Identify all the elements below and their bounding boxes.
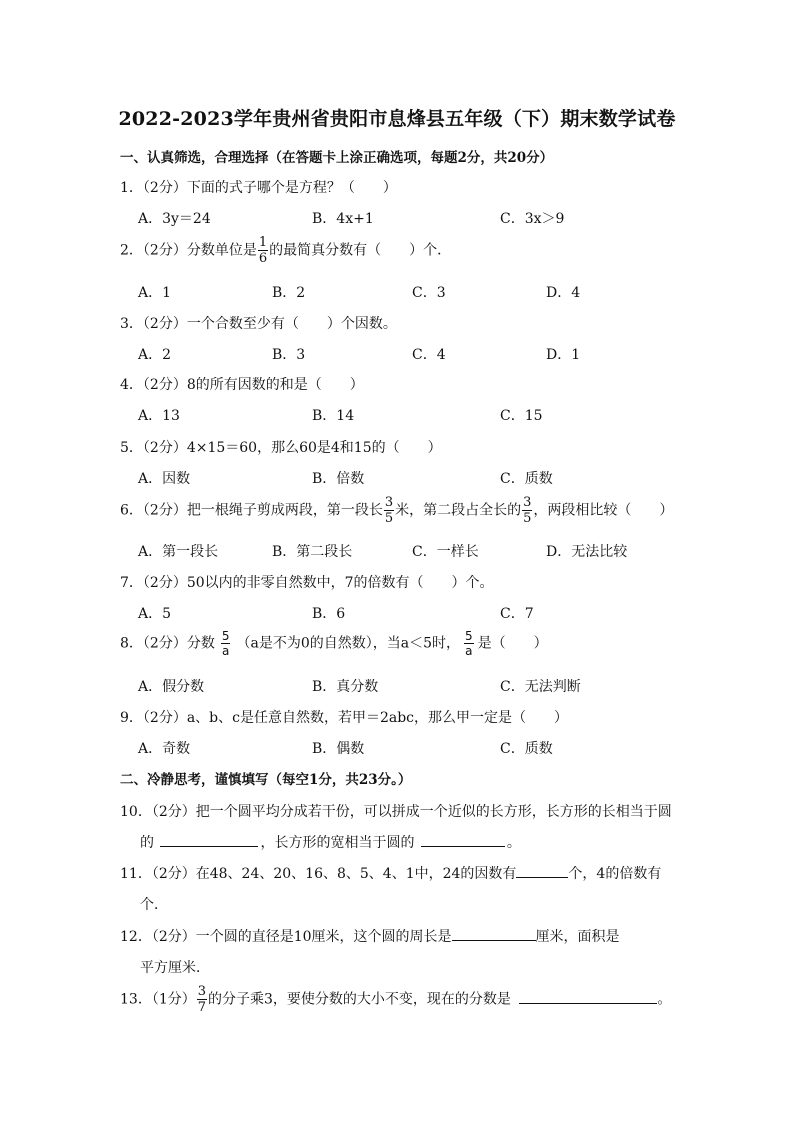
question-2-fraction bbox=[258, 236, 268, 265]
fraction-denominator: 5 bbox=[384, 511, 394, 526]
question-12-line-2: 平方厘米． bbox=[140, 960, 210, 976]
question-4-stem: 4．（2分）8的所有因数的和是（ ） bbox=[120, 377, 364, 393]
question-12-text-post: 厘米，面积是 bbox=[535, 929, 620, 945]
question-9-stem: 9．（2分）a、b、c是任意自然数，若甲＝2abc，那么甲一定是（ ） bbox=[120, 710, 569, 726]
fraction-denominator: a bbox=[221, 644, 230, 658]
question-1-option-c: C．3x＞9 bbox=[500, 211, 565, 227]
answer-blank[interactable] bbox=[421, 832, 505, 847]
question-8-stem-pre: 8．（2分）分数 bbox=[120, 635, 215, 652]
question-6-stem-pre: 6．（2分）把一根绳子剪成两段，第一段长 bbox=[120, 502, 383, 519]
fraction-denominator: 5 bbox=[523, 511, 532, 526]
question-11-line-2: 个． bbox=[140, 897, 168, 913]
question-6-stem-post: ，两段相比较（ ） bbox=[533, 502, 674, 519]
question-11-line-1 bbox=[120, 863, 661, 883]
question-2-stem bbox=[120, 236, 451, 265]
question-13-fraction bbox=[197, 985, 207, 1014]
question-6-fraction-1 bbox=[384, 496, 394, 525]
question-8-stem-mid: （a是不为0的自然数），当a＜5时， bbox=[236, 635, 460, 652]
fraction-denominator: 6 bbox=[258, 251, 268, 266]
question-6-stem-mid: 米，第二段占全长的 bbox=[395, 502, 522, 519]
section-2-heading: 二、冷静思考，谨慎填写（每空1分，共23分。） bbox=[120, 772, 412, 788]
question-2-option-b: B．2 bbox=[272, 285, 306, 301]
question-4-option-b: B．14 bbox=[312, 408, 355, 424]
question-5-option-c: C．质数 bbox=[500, 471, 553, 487]
question-11-text-mid: 个，4的倍数有 bbox=[568, 866, 662, 882]
fraction-numerator: 3 bbox=[197, 984, 207, 999]
question-10-text-a: 的 bbox=[140, 835, 154, 851]
question-10-line-1: 10．（2分）把一个圆平均分成若干份，可以拼成一个近似的长方形，长方形的长相当于圆 bbox=[120, 804, 672, 820]
question-8-stem bbox=[120, 630, 548, 657]
question-12-line-1 bbox=[120, 926, 620, 946]
question-13-text-end: 。 bbox=[657, 991, 672, 1008]
fraction-numerator: 1 bbox=[258, 235, 268, 250]
question-5-option-b: B．倍数 bbox=[312, 471, 365, 487]
fraction-denominator: a bbox=[465, 644, 473, 658]
question-3-option-d: D．1 bbox=[546, 347, 581, 363]
question-1-option-a: A．3y＝24 bbox=[138, 211, 211, 227]
fraction-denominator: 7 bbox=[197, 1000, 207, 1015]
question-9-option-a: A．奇数 bbox=[138, 741, 191, 757]
question-6-option-c: C．一样长 bbox=[412, 544, 479, 560]
answer-blank[interactable] bbox=[519, 989, 657, 1004]
question-2-stem-pre: 2．（2分）分数单位是 bbox=[120, 242, 257, 259]
question-6-option-b: B．第二段长 bbox=[272, 544, 353, 560]
question-13-text-post: 的分子乘3，要使分数的大小不变，现在的分数是 bbox=[208, 991, 511, 1008]
question-9-option-b: B．偶数 bbox=[312, 741, 365, 757]
question-2-stem-post: 的最简真分数有（ ）个． bbox=[269, 242, 452, 259]
question-9-option-c: C．质数 bbox=[500, 741, 553, 757]
question-13-text-pre: 13．（1分） bbox=[120, 991, 196, 1008]
question-8-option-a: A．假分数 bbox=[138, 679, 205, 695]
answer-blank[interactable] bbox=[160, 832, 258, 847]
question-10-line-2 bbox=[140, 832, 521, 852]
question-4-option-c: C．15 bbox=[500, 408, 543, 424]
fraction-numerator: 3 bbox=[523, 495, 532, 510]
question-6-option-a: A．第一段长 bbox=[138, 544, 219, 560]
question-8-fraction-2 bbox=[464, 630, 474, 657]
question-2-option-c: C．3 bbox=[412, 285, 446, 301]
question-7-stem: 7．（2分）50以内的非零自然数中，7的倍数有（ ）个。 bbox=[120, 575, 494, 591]
page-title: 2022-2023学年贵州省贵阳市息烽县五年级（下）期末数学试卷 bbox=[118, 108, 676, 130]
answer-blank[interactable] bbox=[452, 926, 536, 941]
question-1-option-b: B．4x+1 bbox=[312, 211, 374, 227]
question-6-fraction-2 bbox=[522, 496, 532, 525]
answer-blank[interactable] bbox=[516, 863, 568, 878]
question-6-option-d: D．无法比较 bbox=[546, 544, 628, 560]
question-5-option-a: A．因数 bbox=[138, 471, 191, 487]
question-8-fraction-1 bbox=[221, 630, 231, 657]
question-3-option-c: C．4 bbox=[412, 347, 446, 363]
question-6-stem bbox=[120, 496, 673, 525]
question-3-option-b: B．3 bbox=[272, 347, 306, 363]
fraction-numerator: 5 bbox=[464, 629, 473, 643]
question-1-stem: 1．（2分）下面的式子哪个是方程？（ ） bbox=[120, 180, 397, 196]
question-3-option-a: A．2 bbox=[138, 347, 172, 363]
question-13-stem bbox=[120, 985, 671, 1014]
question-5-stem: 5．（2分）4×15＝60，那么60是4和15的（ ） bbox=[120, 440, 442, 456]
fraction-numerator: 5 bbox=[221, 629, 230, 643]
question-3-stem: 3．（2分）一个合数至少有（ ）个因数。 bbox=[120, 316, 397, 332]
section-1-heading: 一、认真筛选，合理选择（在答题卡上涂正确选项，每题2分，共20分） bbox=[120, 150, 554, 166]
question-7-option-c: C．7 bbox=[500, 606, 534, 622]
question-8-stem-post: 是（ ） bbox=[477, 635, 548, 652]
question-7-option-b: B．6 bbox=[312, 606, 346, 622]
question-2-option-a: A．1 bbox=[138, 285, 172, 301]
question-11-text-pre: 11．（2分）在48、24、20、16、8、5、4、1中，24的因数有 bbox=[120, 866, 517, 882]
question-12-text-pre: 12．（2分）一个圆的直径是10厘米，这个圆的周长是 bbox=[120, 929, 452, 945]
question-8-option-c: C．无法判断 bbox=[500, 679, 581, 695]
question-2-option-d: D．4 bbox=[546, 285, 581, 301]
question-10-text-b: ，长方形的宽相当于圆的 bbox=[260, 835, 415, 851]
fraction-numerator: 3 bbox=[384, 495, 394, 510]
question-4-option-a: A．13 bbox=[138, 408, 180, 424]
question-8-option-b: B．真分数 bbox=[312, 679, 379, 695]
question-7-option-a: A．5 bbox=[138, 606, 172, 622]
question-10-text-c: 。 bbox=[506, 835, 521, 851]
